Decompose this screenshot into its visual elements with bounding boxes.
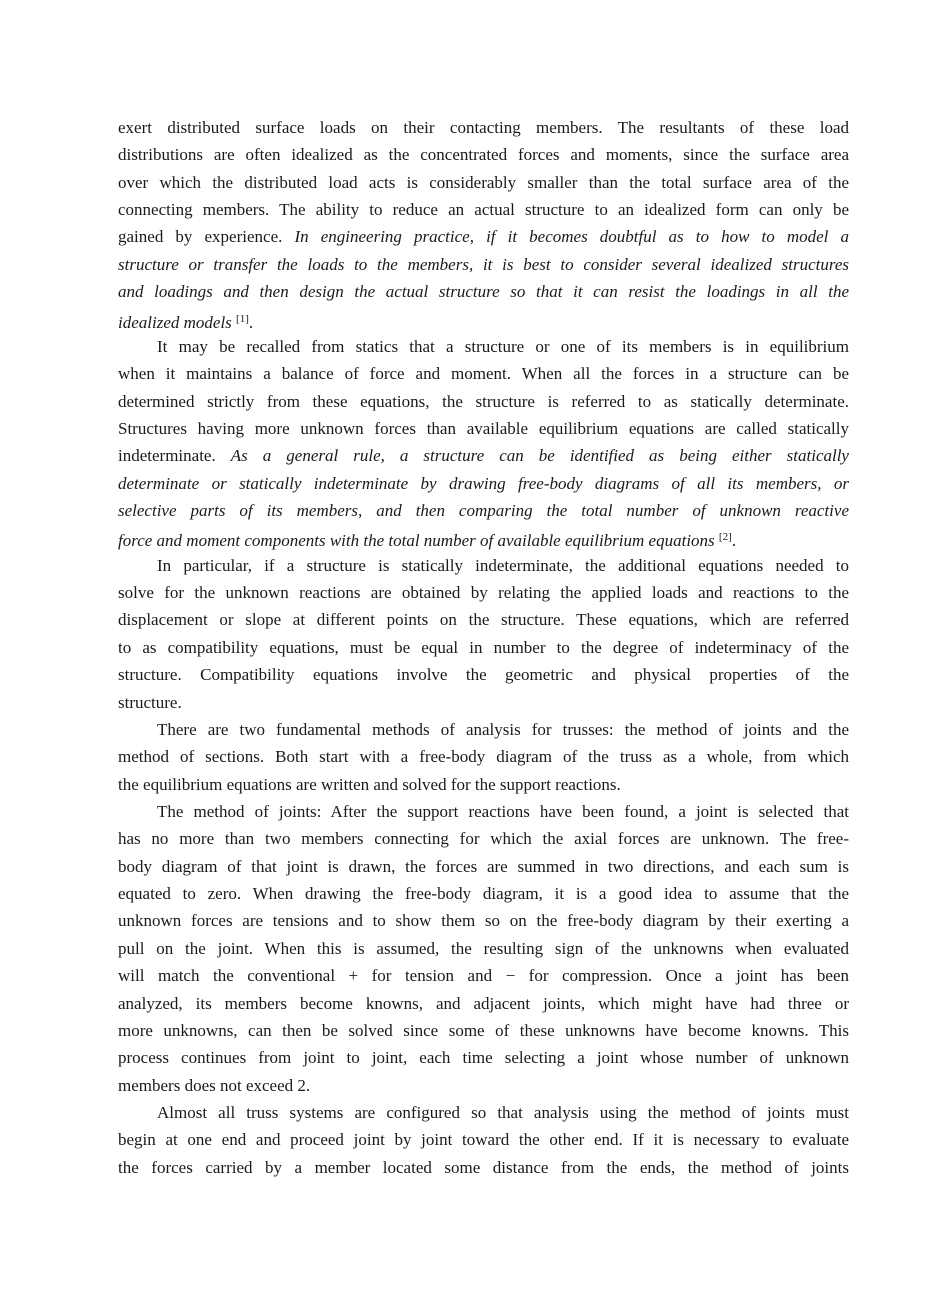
text-line	[118, 798, 849, 825]
paragraph	[118, 333, 849, 552]
text-run: distributions are often idealized as the concentrated forces and moments, since the surface area	[118, 145, 849, 165]
text-line	[118, 497, 849, 524]
text-line	[118, 1154, 849, 1181]
text-run: body diagram of that joint is drawn, the forces are summed in two directions, and each sum is	[118, 856, 849, 876]
text-line	[118, 251, 849, 278]
text-line	[118, 196, 849, 223]
text-run: It may be recalled from statics that a structure or one of its members is in equilibrium	[157, 336, 849, 356]
text-run: solve for the unknown reactions are obtained by relating the applied loads and reactions to the	[118, 583, 849, 603]
text-line	[118, 388, 849, 415]
text-line	[118, 1017, 849, 1044]
text-run: process continues from joint to joint, each time selecting a joint whose number of unknown	[118, 1048, 849, 1068]
text-line	[118, 524, 849, 551]
text-run: .	[731, 531, 736, 551]
italic-text: determinate or statically indeterminate by drawing free-body diagrams of all its members, or	[118, 473, 849, 493]
text-line	[118, 333, 849, 360]
text-run: In particular, if a structure is statically indeterminate, the additional equations needed to	[157, 555, 849, 575]
text-run: analyzed, its members become knowns, and adjacent joints, which might have had three or	[118, 993, 849, 1013]
text-line	[118, 880, 849, 907]
text-run: .	[248, 312, 254, 332]
text-line	[118, 141, 849, 168]
text-line	[118, 1099, 849, 1126]
text-run: structure.	[118, 692, 182, 712]
text-line	[118, 415, 849, 442]
text-line	[118, 606, 849, 633]
citation-reference: [1]	[236, 312, 249, 325]
text-line	[118, 990, 849, 1017]
text-run: determined strictly from these equations, the structure is referred to as statically determinate.	[118, 391, 849, 411]
italic-text: idealized models	[118, 312, 237, 332]
text-line	[118, 661, 849, 688]
text-run: over which the distributed load acts is considerably smaller than the total surface area of the	[118, 172, 849, 192]
text-line	[118, 169, 849, 196]
text-line	[118, 579, 849, 606]
text-line	[118, 853, 849, 880]
text-line	[118, 1072, 849, 1099]
text-line	[118, 634, 849, 661]
citation-reference: [2]	[718, 531, 732, 544]
text-line	[118, 716, 849, 743]
text-run: connecting members. The ability to reduce an actual structure to an idealized form can only be	[118, 200, 849, 220]
italic-text: selective parts of its members, and then comparing the total number of unknown reactive	[118, 501, 849, 521]
text-line	[118, 935, 849, 962]
text-run: has no more than two members connecting for which the axial forces are unknown. The free-	[118, 829, 849, 849]
text-line	[118, 360, 849, 387]
text-run: Structures having more unknown forces than available equilibrium equations are called statically	[118, 418, 849, 438]
document-page	[118, 114, 849, 1181]
italic-text: As a general rule, a structure can be identified as being either statically	[230, 446, 849, 466]
text-run: equated to zero. When drawing the free-body diagram, it is a good idea to assume that the	[118, 884, 849, 904]
paragraph	[118, 552, 849, 716]
text-run: The method of joints: After the support reactions have been found, a joint is selected that	[157, 801, 849, 821]
text-run: displacement or slope at different points on the structure. These equations, which are referred	[118, 610, 849, 630]
text-run: will match the conventional + for tension and − for compression. Once a joint has been	[118, 966, 849, 986]
text-line	[118, 306, 849, 333]
text-line	[118, 1126, 849, 1153]
text-line	[118, 278, 849, 305]
paragraph	[118, 1099, 849, 1181]
text-line	[118, 771, 849, 798]
text-run: the equilibrium equations are written and solved for the support reactions.	[118, 774, 621, 794]
text-run: method of sections. Both start with a free-body diagram of the truss as a whole, from which	[118, 747, 849, 767]
text-line	[118, 743, 849, 770]
text-run: gained by experience.	[118, 227, 295, 247]
text-line	[118, 825, 849, 852]
text-line	[118, 689, 849, 716]
text-run: Almost all truss systems are configured so that analysis using the method of joints must	[157, 1102, 849, 1122]
text-run: members does not exceed 2.	[118, 1075, 311, 1095]
text-run: pull on the joint. When this is assumed, the resulting sign of the unknowns when evaluated	[118, 938, 849, 958]
text-line	[118, 470, 849, 497]
text-run: more unknowns, can then be solved since some of these unknowns have become knowns. This	[118, 1020, 849, 1040]
paragraph	[118, 716, 849, 798]
italic-text: force and moment components with the total number of available equilibrium equations	[118, 531, 719, 551]
text-run: indeterminate.	[118, 446, 231, 466]
paragraph	[118, 114, 849, 333]
text-run: the forces carried by a member located some distance from the ends, the method of joints	[118, 1157, 849, 1177]
text-run: exert distributed surface loads on their contacting members. The resultants of these load	[118, 118, 849, 137]
paragraph	[118, 798, 849, 1099]
text-run: There are two fundamental methods of analysis for trusses: the method of joints and the	[157, 719, 849, 739]
text-run: to as compatibility equations, must be equal in number to the degree of indeterminacy of the	[118, 637, 849, 657]
text-line	[118, 223, 849, 250]
text-run: structure. Compatibility equations involve the geometric and physical properties of the	[118, 665, 849, 685]
text-line	[118, 552, 849, 579]
text-line	[118, 442, 849, 469]
text-line	[118, 962, 849, 989]
text-run: unknown forces are tensions and to show them so on the free-body diagram by their exerting a	[118, 911, 849, 931]
text-line	[118, 907, 849, 934]
text-line	[118, 1044, 849, 1071]
italic-text: In engineering practice, if it becomes doubtful as to how to model a	[294, 227, 849, 247]
italic-text: and loadings and then design the actual structure so that it can resist the loadings in all the	[118, 282, 849, 302]
italic-text: structure or transfer the loads to the members, it is best to consider several idealized structures	[118, 254, 849, 274]
text-line	[118, 114, 849, 141]
text-run: when it maintains a balance of force and moment. When all the forces in a structure can be	[118, 364, 849, 384]
text-run: begin at one end and proceed joint by joint toward the other end. If it is necessary to evaluate	[118, 1130, 849, 1150]
